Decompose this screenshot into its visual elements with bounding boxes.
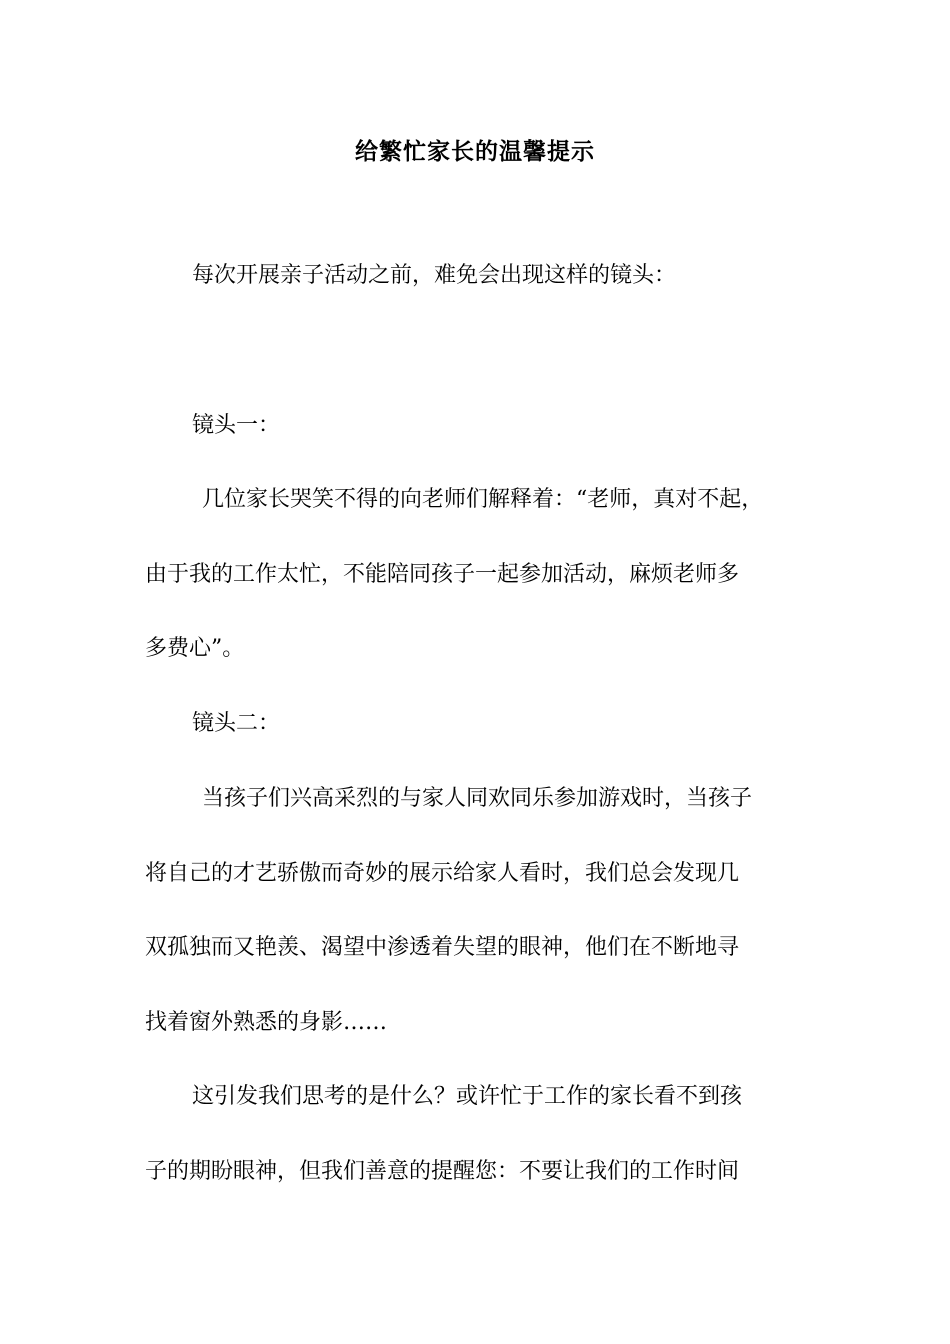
paragraph-line: 子的期盼眼神，但我们善意的提醒您：不要让我们的工作时间 [145,1159,740,1184]
paragraph-line: 多费心”。 [145,636,245,661]
paragraph-line: 双孤独而又艳羡、渴望中渗透着失望的眼神，他们在不断地寻 [145,935,740,960]
paragraph-line: 每次开展亲子活动之前，难免会出现这样的镜头： [192,263,677,288]
paragraph-line: 由于我的工作太忙，不能陪同孩子一起参加活动，麻烦老师多 [145,562,740,587]
paragraph-line: 镜头一： [192,413,281,438]
paragraph-line: 找着窗外熟悉的身影…… [145,1010,388,1035]
paragraph-line: 镜头二： [192,711,281,736]
paragraph-line: 几位家长哭笑不得的向老师们解释着：“老师，真对不起， [202,487,764,512]
paragraph-line: 将自己的才艺骄傲而奇妙的展示给家人看时，我们总会发现几 [145,861,740,886]
paragraph-line: 当孩子们兴高采烈的与家人同欢同乐参加游戏时，当孩子 [202,786,753,811]
paragraph-line: 这引发我们思考的是什么？或许忙于工作的家长看不到孩 [192,1084,743,1109]
document-title: 给繁忙家长的温馨提示 [355,138,595,165]
